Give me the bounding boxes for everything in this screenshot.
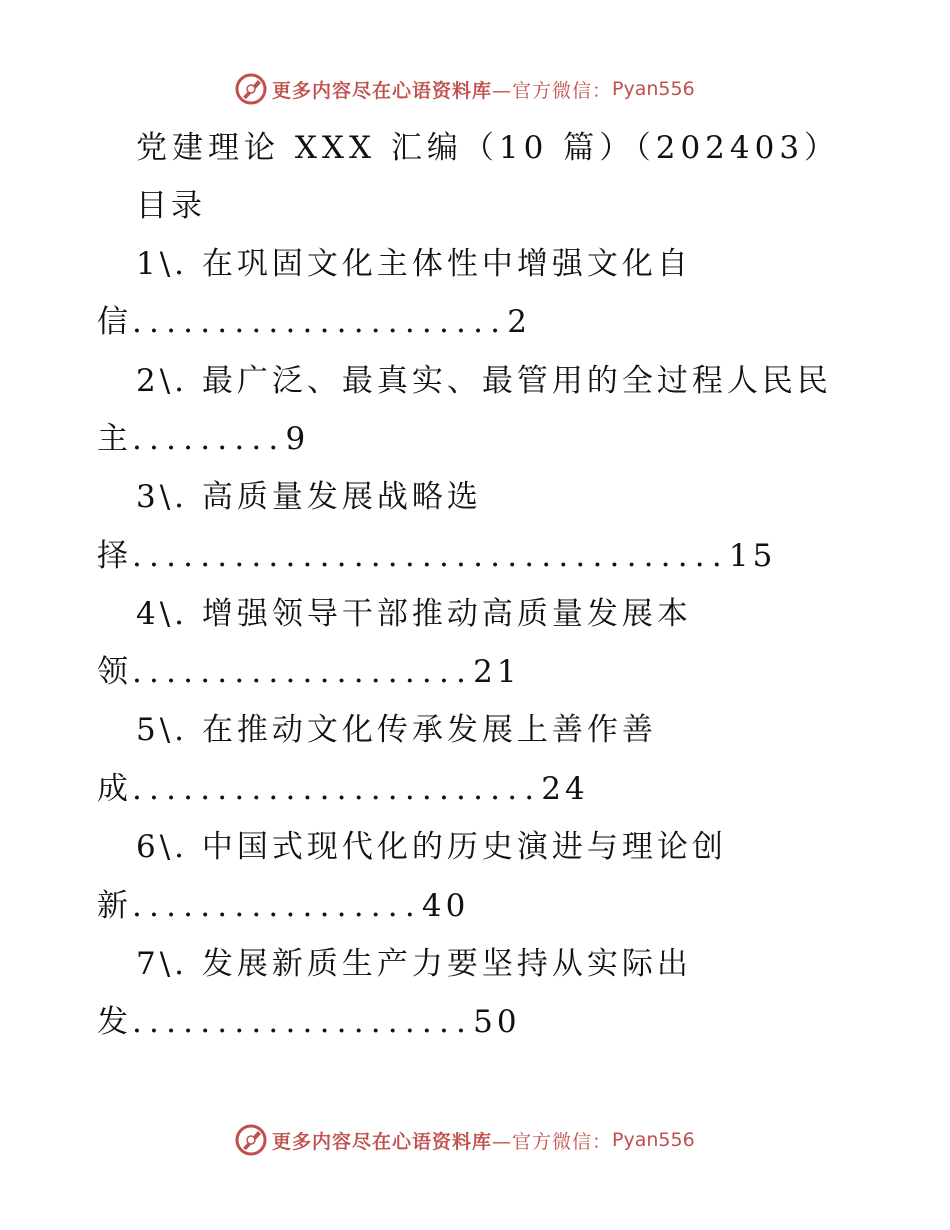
- toc-entry-tail-char: 发: [97, 1004, 132, 1040]
- toc-leader-dots: .................: [132, 888, 422, 924]
- toc-leader-dots: ......................: [132, 304, 508, 340]
- document-title: 党建理论 XXX 汇编（10 篇）（202403）: [136, 130, 841, 166]
- toc-page-number: 15: [728, 538, 777, 574]
- toc-entry-title-2: 2\. 最广泛、最真实、最管用的全过程人民民: [136, 363, 832, 399]
- toc-leader-dots: ....................: [132, 1004, 474, 1040]
- watermark-wechat-id: Pyan556: [612, 78, 695, 100]
- pen-circle-logo-icon: [234, 72, 268, 106]
- toc-leader-dots: ........................: [132, 771, 542, 807]
- watermark-sub-text: —官方微信：: [492, 1130, 613, 1153]
- toc-entry-tail-5: [97, 769, 589, 809]
- toc-entry-tail-char: 择: [97, 538, 132, 574]
- toc-leader-dots: .........: [132, 421, 286, 457]
- toc-page-number: 50: [473, 1004, 521, 1040]
- toc-entry-tail-char: 新: [97, 888, 132, 924]
- toc-entry-tail-char: 主: [97, 421, 132, 457]
- watermark-text: 更多内容尽在心语资料库: [272, 1130, 493, 1153]
- watermark-wechat-id: Pyan556: [612, 1129, 695, 1151]
- watermark-text: 更多内容尽在心语资料库: [272, 79, 493, 102]
- pen-circle-logo-icon: [234, 1123, 268, 1157]
- toc-entry-tail-6: [97, 886, 469, 926]
- watermark-banner-top: [234, 72, 695, 106]
- toc-entry-tail-4: [97, 652, 521, 692]
- toc-page-number: 9: [285, 421, 310, 457]
- toc-page-number: 2: [507, 304, 531, 340]
- toc-entry-title-3: 3\. 高质量发展战略选: [136, 479, 482, 515]
- toc-heading: 目录: [136, 188, 206, 224]
- toc-entry-title-6: 6\. 中国式现代化的历史演进与理论创: [136, 829, 727, 865]
- toc-leader-dots: ....................: [132, 654, 474, 690]
- toc-page-number: 24: [541, 771, 589, 807]
- toc-page-number: 21: [473, 654, 521, 690]
- toc-entry-title-4: 4\. 增强领导干部推动高质量发展本: [136, 596, 692, 632]
- toc-entry-tail-char: 成: [97, 771, 132, 807]
- watermark-sub-text: —官方微信：: [492, 79, 613, 102]
- toc-page-number: 40: [421, 888, 470, 924]
- toc-entry-tail-2: [97, 419, 309, 459]
- watermark-banner-bottom: [234, 1123, 695, 1157]
- toc-entry-tail-1: [97, 302, 531, 342]
- toc-entry-title-7: 7\. 发展新质生产力要坚持从实际出: [136, 946, 692, 982]
- toc-entry-tail-char: 领: [97, 654, 132, 690]
- toc-entry-tail-3: [97, 536, 776, 576]
- toc-entry-tail-char: 信: [97, 304, 132, 340]
- toc-leader-dots: ...................................: [132, 538, 729, 574]
- toc-entry-tail-7: [97, 1002, 521, 1042]
- toc-entry-title-1: 1\. 在巩固文化主体性中增强文化自: [136, 246, 692, 282]
- toc-entry-title-5: 5\. 在推动文化传承发展上善作善: [136, 712, 657, 748]
